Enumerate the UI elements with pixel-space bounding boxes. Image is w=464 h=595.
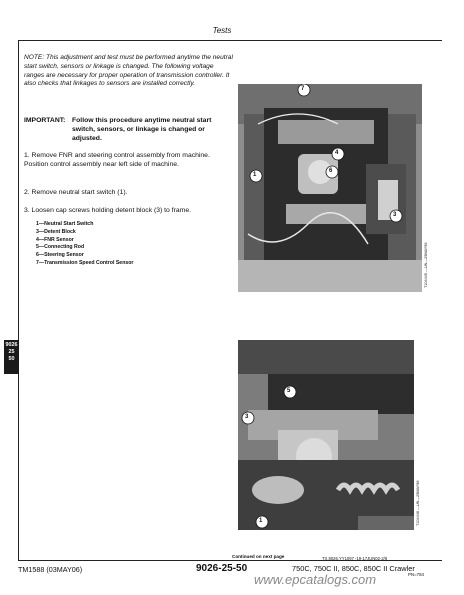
watermark-text: www.epcatalogs.com xyxy=(254,572,377,587)
photo-bottom-caption: T104446 —UN—29MAY96 xyxy=(416,480,420,526)
important-block xyxy=(24,116,234,143)
note-text: This adjustment and test must be performed anytime the neutral start switch, sensors or linkage is changed. The following voltage ranges are necessary for proper operation of transmission controller. It also checks that linkages to sensors are installed correctly. xyxy=(24,54,233,88)
manual-number: TM1588 (03MAY06) xyxy=(18,565,83,574)
reference-code: TX,9026,YY1097 -19-17JUN02-2/8 xyxy=(322,556,388,561)
callout-6: 6 xyxy=(329,168,333,174)
photo-detent-block xyxy=(238,340,414,530)
photo-control-assembly xyxy=(238,84,422,292)
callout-4: 4 xyxy=(335,150,339,156)
legend-item: 6—Steering Sensor xyxy=(36,252,84,259)
callout-3: 3 xyxy=(245,414,249,420)
callout-7: 7 xyxy=(301,86,305,92)
header-rule xyxy=(18,40,442,41)
step-1: 1. Remove FNR and steering control assembly from machine. Position control assembly near left side of machine. xyxy=(24,152,210,168)
callout-5: 5 xyxy=(287,388,291,394)
step-3: 3. Loosen cap screws holding detent block (3) to frame. xyxy=(24,207,191,214)
model-list: 750C, 750C II, 850C, 850C II Crawler xyxy=(292,564,415,573)
section-number: 9026-25-50 xyxy=(196,563,248,574)
step-2: 2. Remove neutral start switch (1). xyxy=(24,189,128,196)
callout-1: 1 xyxy=(253,172,257,178)
legend-item: 1—Neutral Start Switch xyxy=(36,221,94,227)
legend-item: 7—Transmission Speed Control Sensor xyxy=(36,259,134,266)
note-label: NOTE: xyxy=(24,54,45,61)
photo-control-assembly-image xyxy=(238,84,422,292)
section-side-tab: 9026 25 50 xyxy=(4,340,19,374)
continued-note: Continued on next page xyxy=(232,554,285,559)
legend-item: 3—Detent Block xyxy=(36,228,76,235)
parts-legend xyxy=(36,221,196,268)
callout-1: 1 xyxy=(259,518,263,524)
legend-item: 4—FNR Sensor xyxy=(36,236,74,243)
photo-top-caption: T104445 —UN—29MAY96 xyxy=(424,242,428,288)
photo-detent-block-image xyxy=(238,340,414,530)
note-block xyxy=(24,54,234,89)
callout-3: 3 xyxy=(393,212,397,218)
important-text: Follow this procedure anytime neutral start switch, sensors, or linkage is changed or adjusted. xyxy=(72,117,212,142)
page-id: PN=784 xyxy=(408,572,424,577)
legend-item: 5—Connecting Rod xyxy=(36,244,85,251)
important-label: IMPORTANT: xyxy=(24,117,66,124)
page-header-title: Tests xyxy=(212,26,232,35)
left-margin-rule xyxy=(18,40,19,560)
